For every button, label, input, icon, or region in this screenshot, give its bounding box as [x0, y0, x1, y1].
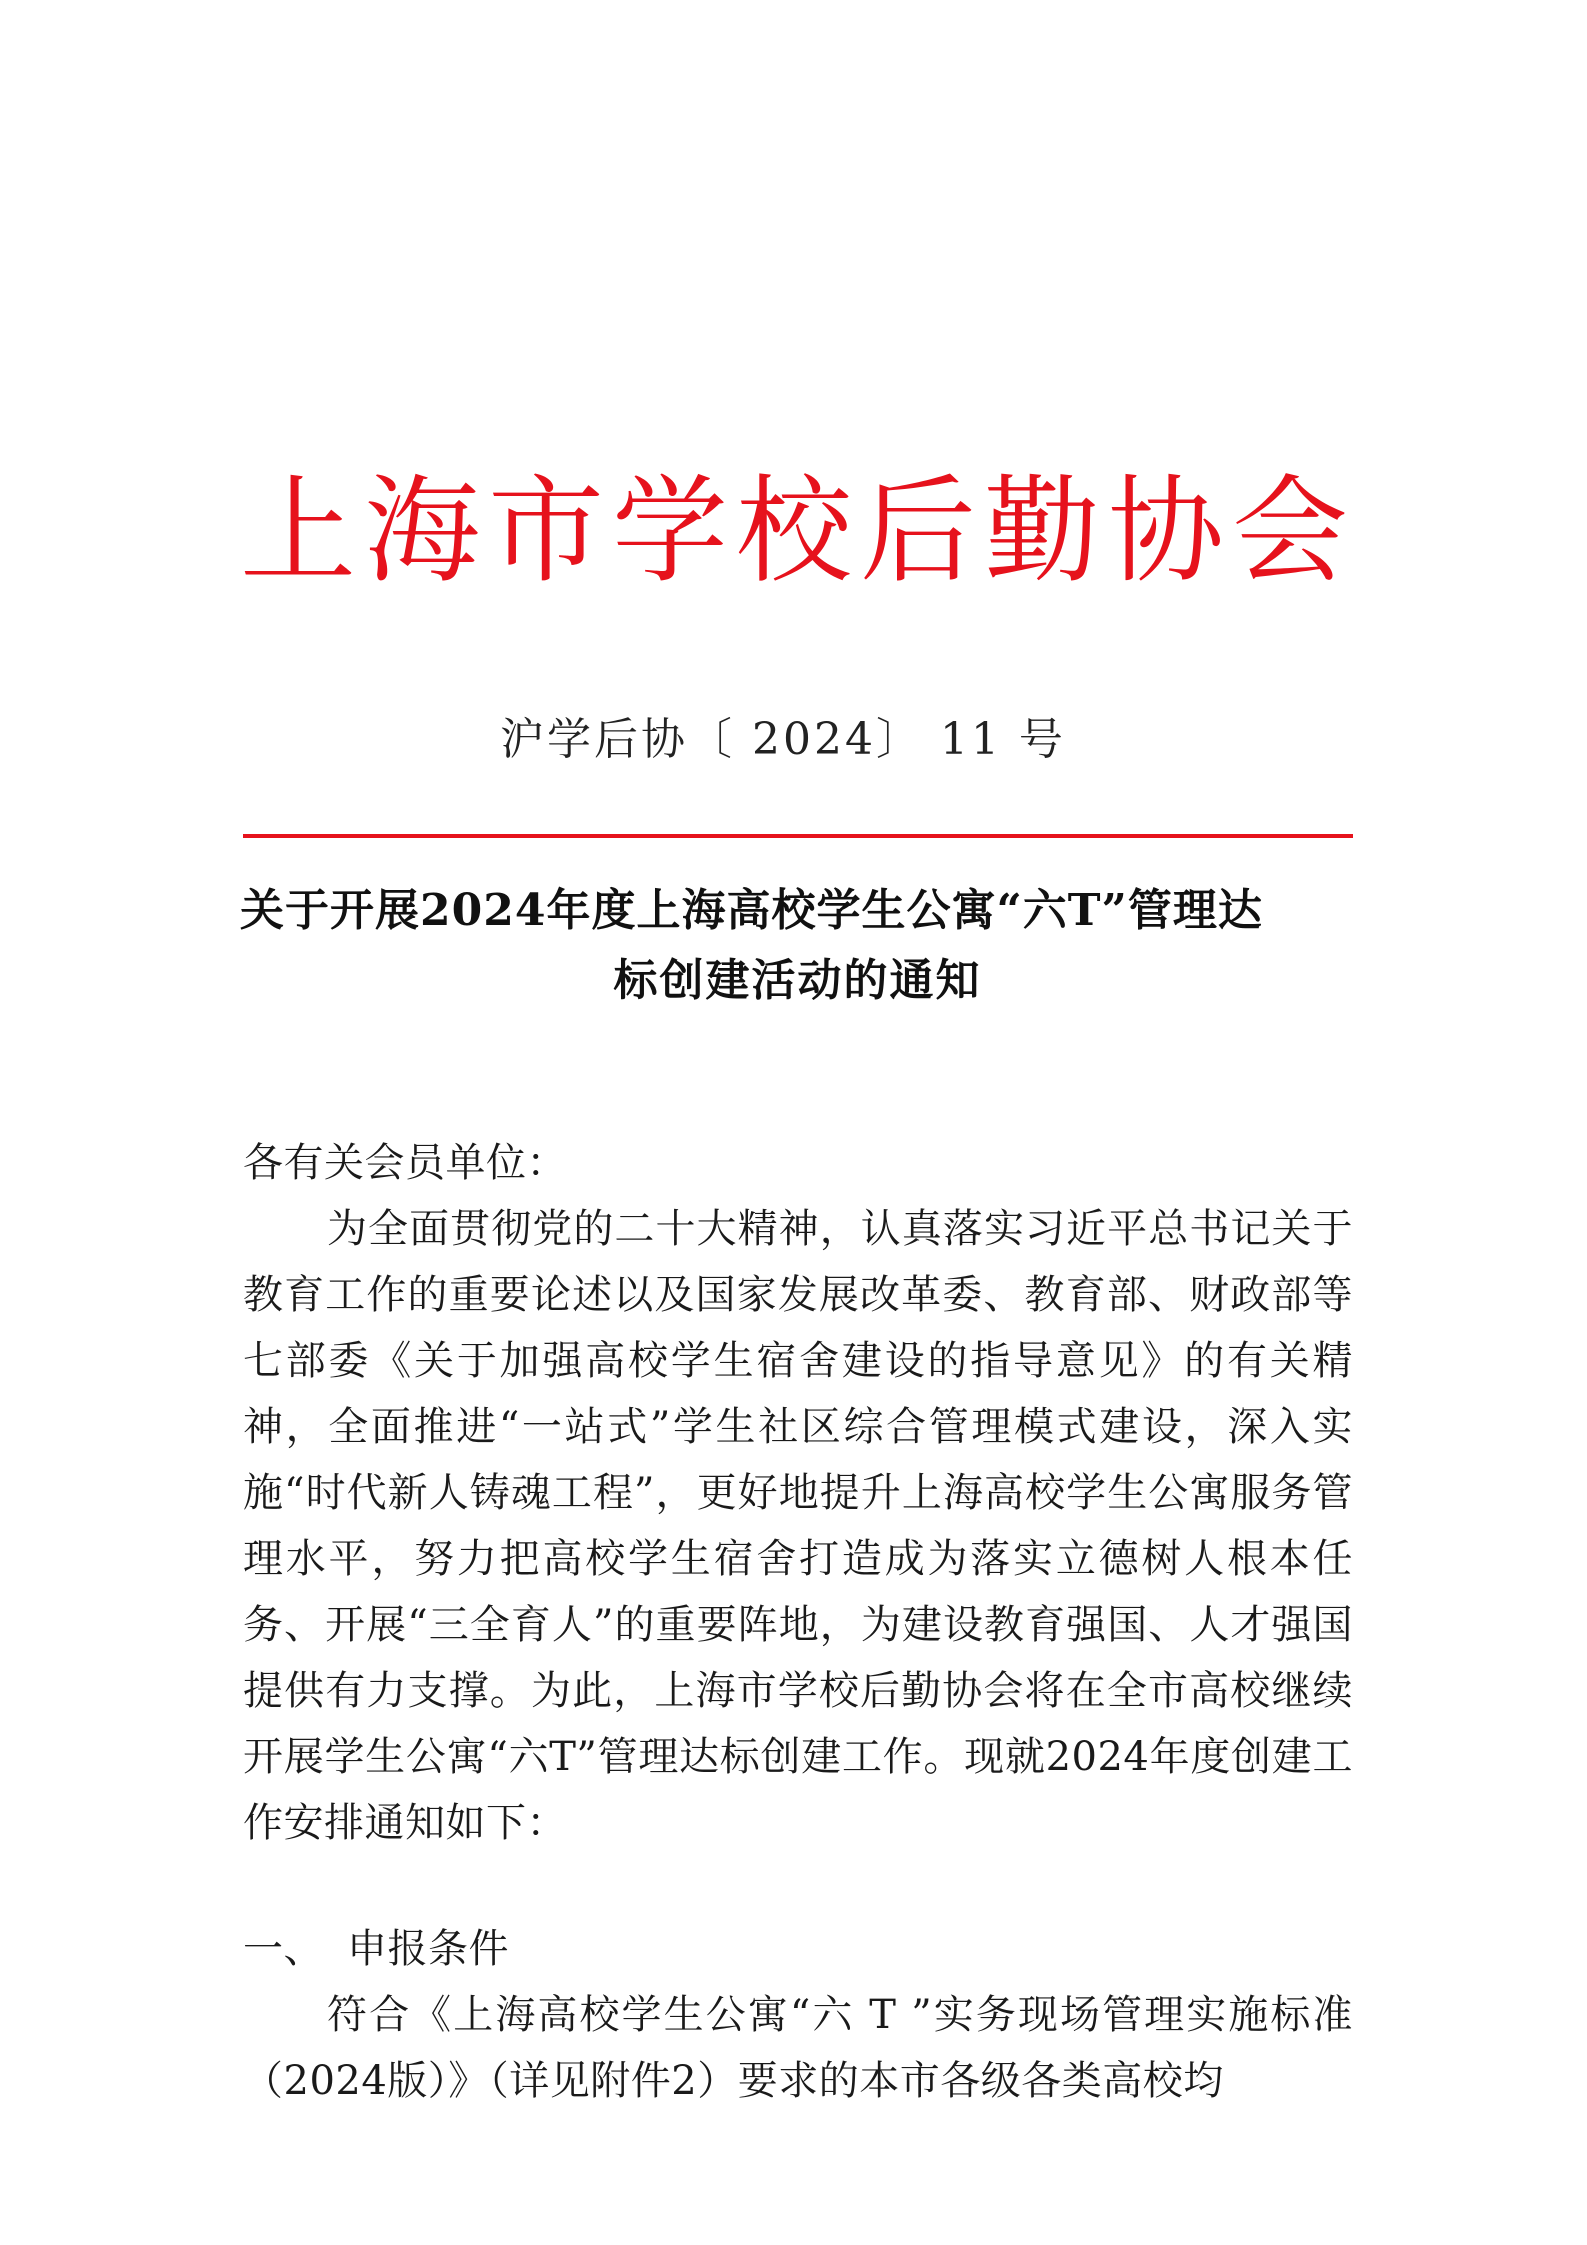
eligibility-paragraph: 符合《上海高校学生公寓“六 T ”实务现场管理实施标准（2024版）》（详见附件2）要求的本市各级各类高校均	[243, 1992, 1353, 2104]
paragraph-spacer	[243, 1856, 1353, 1916]
section-number: 一、	[243, 1926, 324, 1972]
section-title: 申报条件	[347, 1926, 509, 1972]
salutation: 各有关会员单位：	[243, 1140, 567, 1186]
organization-title: 上海市学校后勤协会	[240, 464, 1356, 599]
notice-title-line-1: 关于开展2024年度上海高校学生公寓“六T”管理达	[240, 885, 1263, 936]
notice-title-line-2: 标创建活动的通知	[613, 955, 982, 1006]
section-heading-1	[243, 1916, 1353, 1982]
intro-paragraph: 为全面贯彻党的二十大精神，认真落实习近平总书记关于教育工作的重要论述以及国家发展改革委、教育部、财政部等七部委《关于加强高校学生宿舍建设的指导意见》的有关精神，全面推进“一站式”学生社区综合管理模式建设，深入实施“时代新人铸魂工程”，更好地提升上海高校学生公寓服务管理水平，努力把高校学生宿舍打造成为落实立德树人根本任务、开展“三全育人”的重要阵地，为建设教育强国、人才强国提供有力支撑。为此，上海市学校后勤协会将在全市高校继续开展学生公寓“六T”管理达标创建工作。现就2024年度创建工作安排通知如下：	[243, 1206, 1353, 1846]
red-divider-line	[243, 834, 1353, 838]
notice-body	[243, 1130, 1353, 2114]
document-number: 沪学后协〔 2024〕 11 号	[500, 714, 1066, 765]
notice-title	[240, 876, 1350, 1016]
